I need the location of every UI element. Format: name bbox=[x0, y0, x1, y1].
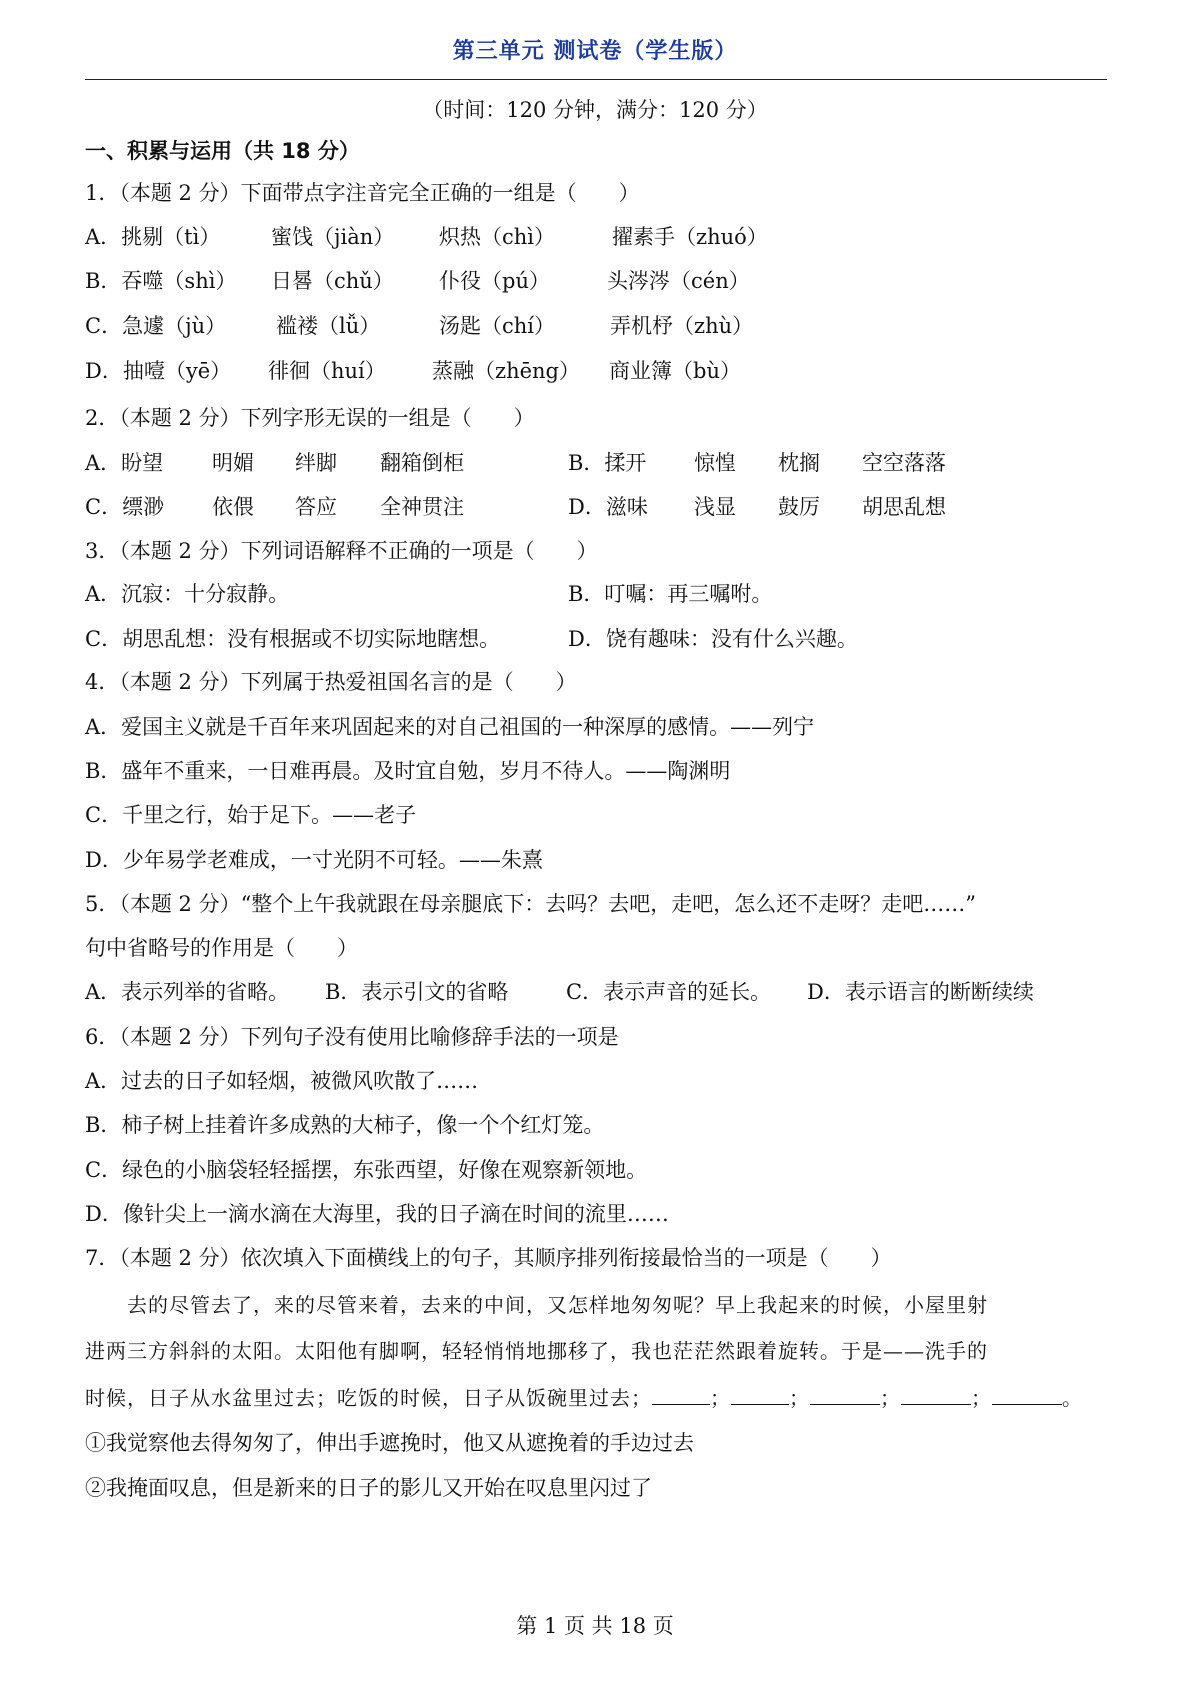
q5-stem-line1: 5．（本题 2 分）“整个上午我就跟在母亲腿底下：去吗？去吧，走吧，怎么还不走呀？走吧……” bbox=[85, 892, 977, 916]
q7-sep-1: ； bbox=[710, 1386, 731, 1410]
q5-option-d: D．表示语言的断断续续 bbox=[807, 980, 1034, 1004]
q3-option-d: D．饶有趣味：没有什么兴趣。 bbox=[568, 627, 858, 651]
q7-blank-1[interactable] bbox=[652, 1384, 710, 1405]
q6-stem: 6．（本题 2 分）下列句子没有使用比喻修辞手法的一项是 bbox=[85, 1025, 619, 1049]
document-title: 第三单元 测试卷（学生版） bbox=[452, 39, 738, 64]
q5-option-a: A．表示列举的省略。 bbox=[85, 980, 290, 1004]
q2-a-2: 明媚 bbox=[212, 451, 254, 475]
q4-option-b: B．盛年不重来，一日难再晨。及时宜自勉，岁月不待人。——陶渊明 bbox=[85, 759, 731, 783]
q2-d-4: 胡思乱想 bbox=[862, 495, 946, 519]
q1-d-3: 蒸融（zhēng） bbox=[432, 359, 580, 383]
q3-option-c: C．胡思乱想：没有根据或不切实际地瞎想。 bbox=[85, 627, 501, 651]
q1-a-2: 蜜饯（jiàn） bbox=[271, 225, 395, 249]
q1-stem: 1．（本题 2 分）下面带点字注音完全正确的一组是（ ） bbox=[85, 181, 640, 205]
q1-c-3: 汤匙（chí） bbox=[439, 314, 556, 338]
q2-a-4: 翻箱倒柜 bbox=[380, 451, 464, 475]
q2-b-4: 空空落落 bbox=[862, 451, 946, 475]
q4-stem: 4．（本题 2 分）下列属于热爱祖国名言的是（ ） bbox=[85, 670, 577, 694]
q2-c-3: 答应 bbox=[295, 495, 337, 519]
q7-stem: 7．（本题 2 分）依次填入下面横线上的句子，其顺序排列衔接最恰当的一项是（ ） bbox=[85, 1246, 892, 1270]
q7-blank-2[interactable] bbox=[731, 1384, 789, 1405]
q2-d-2: 浅显 bbox=[694, 495, 736, 519]
section-title: 一、积累与运用（共 18 分） bbox=[85, 139, 360, 163]
q7-passage-line3-text: 时候，日子从水盆里过去；吃饭的时候，日子从饭碗里过去； bbox=[85, 1386, 652, 1410]
page-number: 第 1 页 共 18 页 bbox=[516, 1614, 674, 1638]
exam-time-info: （时间：120 分钟，满分：120 分） bbox=[422, 98, 768, 122]
q1-d-4: 商业簿（bù） bbox=[609, 359, 741, 383]
q7-passage-line3 bbox=[85, 1383, 1083, 1413]
q3-option-b: B．叮嘱：再三嘱咐。 bbox=[568, 582, 773, 606]
header-divider bbox=[85, 79, 1107, 80]
q2-stem: 2．（本题 2 分）下列字形无误的一组是（ ） bbox=[85, 406, 535, 430]
q3-option-a: A．沉寂：十分寂静。 bbox=[85, 582, 290, 606]
q1-a-3: 炽热（chì） bbox=[439, 225, 556, 249]
q2-a-3: 绊脚 bbox=[295, 451, 337, 475]
q1-c-1: C．急遽（jù） bbox=[85, 314, 227, 338]
q4-option-c: C．千里之行，始于足下。——老子 bbox=[85, 803, 417, 827]
q2-c-4: 全神贯注 bbox=[380, 495, 464, 519]
q7-sep-3: ； bbox=[880, 1386, 901, 1410]
q1-d-1: D．抽噎（yē） bbox=[85, 359, 232, 383]
q2-d-1: D．滋味 bbox=[568, 495, 648, 519]
q4-option-a: A．爱国主义就是千百年来巩固起来的对自己祖国的一种深厚的感情。——列宁 bbox=[85, 715, 815, 739]
q2-c-1: C．缥渺 bbox=[85, 495, 165, 519]
q5-option-b: B．表示引文的省略 bbox=[325, 980, 509, 1004]
q1-b-3: 仆役（pú） bbox=[439, 269, 550, 293]
q1-c-4: 弄机杼（zhù） bbox=[610, 314, 754, 338]
q2-b-3: 枕搁 bbox=[778, 451, 820, 475]
q2-b-1: B．揉开 bbox=[568, 451, 647, 475]
q1-b-2: 日晷（chǔ） bbox=[271, 269, 394, 293]
q6-option-b: B．柿子树上挂着许多成熟的大柿子，像一个个红灯笼。 bbox=[85, 1113, 605, 1137]
q7-passage-line2: 进两三方斜斜的太阳。太阳他有脚啊，轻轻悄悄地挪移了，我也茫茫然跟着旋转。于是——洗手的 bbox=[85, 1339, 988, 1363]
q2-d-3: 鼓厉 bbox=[778, 495, 820, 519]
q7-sep-4: ； bbox=[971, 1386, 992, 1410]
q2-a-1: A．盼望 bbox=[85, 451, 164, 475]
q7-sep-2: ； bbox=[789, 1386, 810, 1410]
q7-blank-5[interactable] bbox=[992, 1384, 1062, 1405]
q7-item-2: ②我掩面叹息，但是新来的日子的影儿又开始在叹息里闪过了 bbox=[85, 1476, 652, 1500]
q5-stem-line2: 句中省略号的作用是（ ） bbox=[85, 936, 358, 960]
q6-option-d: D．像针尖上一滴水滴在大海里，我的日子滴在时间的流里…… bbox=[85, 1202, 669, 1226]
q6-option-a: A．过去的日子如轻烟，被微风吹散了…… bbox=[85, 1069, 479, 1093]
q2-b-2: 惊惶 bbox=[694, 451, 736, 475]
q4-option-d: D．少年易学老难成，一寸光阴不可轻。——朱熹 bbox=[85, 848, 543, 872]
q5-option-c: C．表示声音的延长。 bbox=[566, 980, 772, 1004]
q2-c-2: 依偎 bbox=[212, 495, 254, 519]
q7-end: 。 bbox=[1062, 1386, 1083, 1410]
q1-b-4: 头涔涔（cén） bbox=[607, 269, 750, 293]
q3-stem: 3．（本题 2 分）下列词语解释不正确的一项是（ ） bbox=[85, 539, 598, 563]
q7-item-1: ①我觉察他去得匆匆了，伸出手遮挽时，他又从遮挽着的手边过去 bbox=[85, 1431, 694, 1455]
q6-option-c: C．绿色的小脑袋轻轻摇摆，东张西望，好像在观察新领地。 bbox=[85, 1158, 648, 1182]
q1-b-1: B．吞噬（shì） bbox=[85, 269, 237, 293]
q1-a-1: A．挑剔（tì） bbox=[85, 225, 221, 249]
q1-a-4: 擢素手（zhuó） bbox=[612, 225, 768, 249]
q1-d-2: 徘徊（huí） bbox=[268, 359, 386, 383]
q7-blank-4[interactable] bbox=[901, 1384, 971, 1405]
q7-passage-line1: 去的尽管去了，来的尽管来着，去来的中间，又怎样地匆匆呢？早上我起来的时候，小屋里射 bbox=[127, 1293, 988, 1317]
q1-c-2: 褴褛（lǚ） bbox=[276, 314, 381, 338]
q7-blank-3[interactable] bbox=[810, 1384, 880, 1405]
